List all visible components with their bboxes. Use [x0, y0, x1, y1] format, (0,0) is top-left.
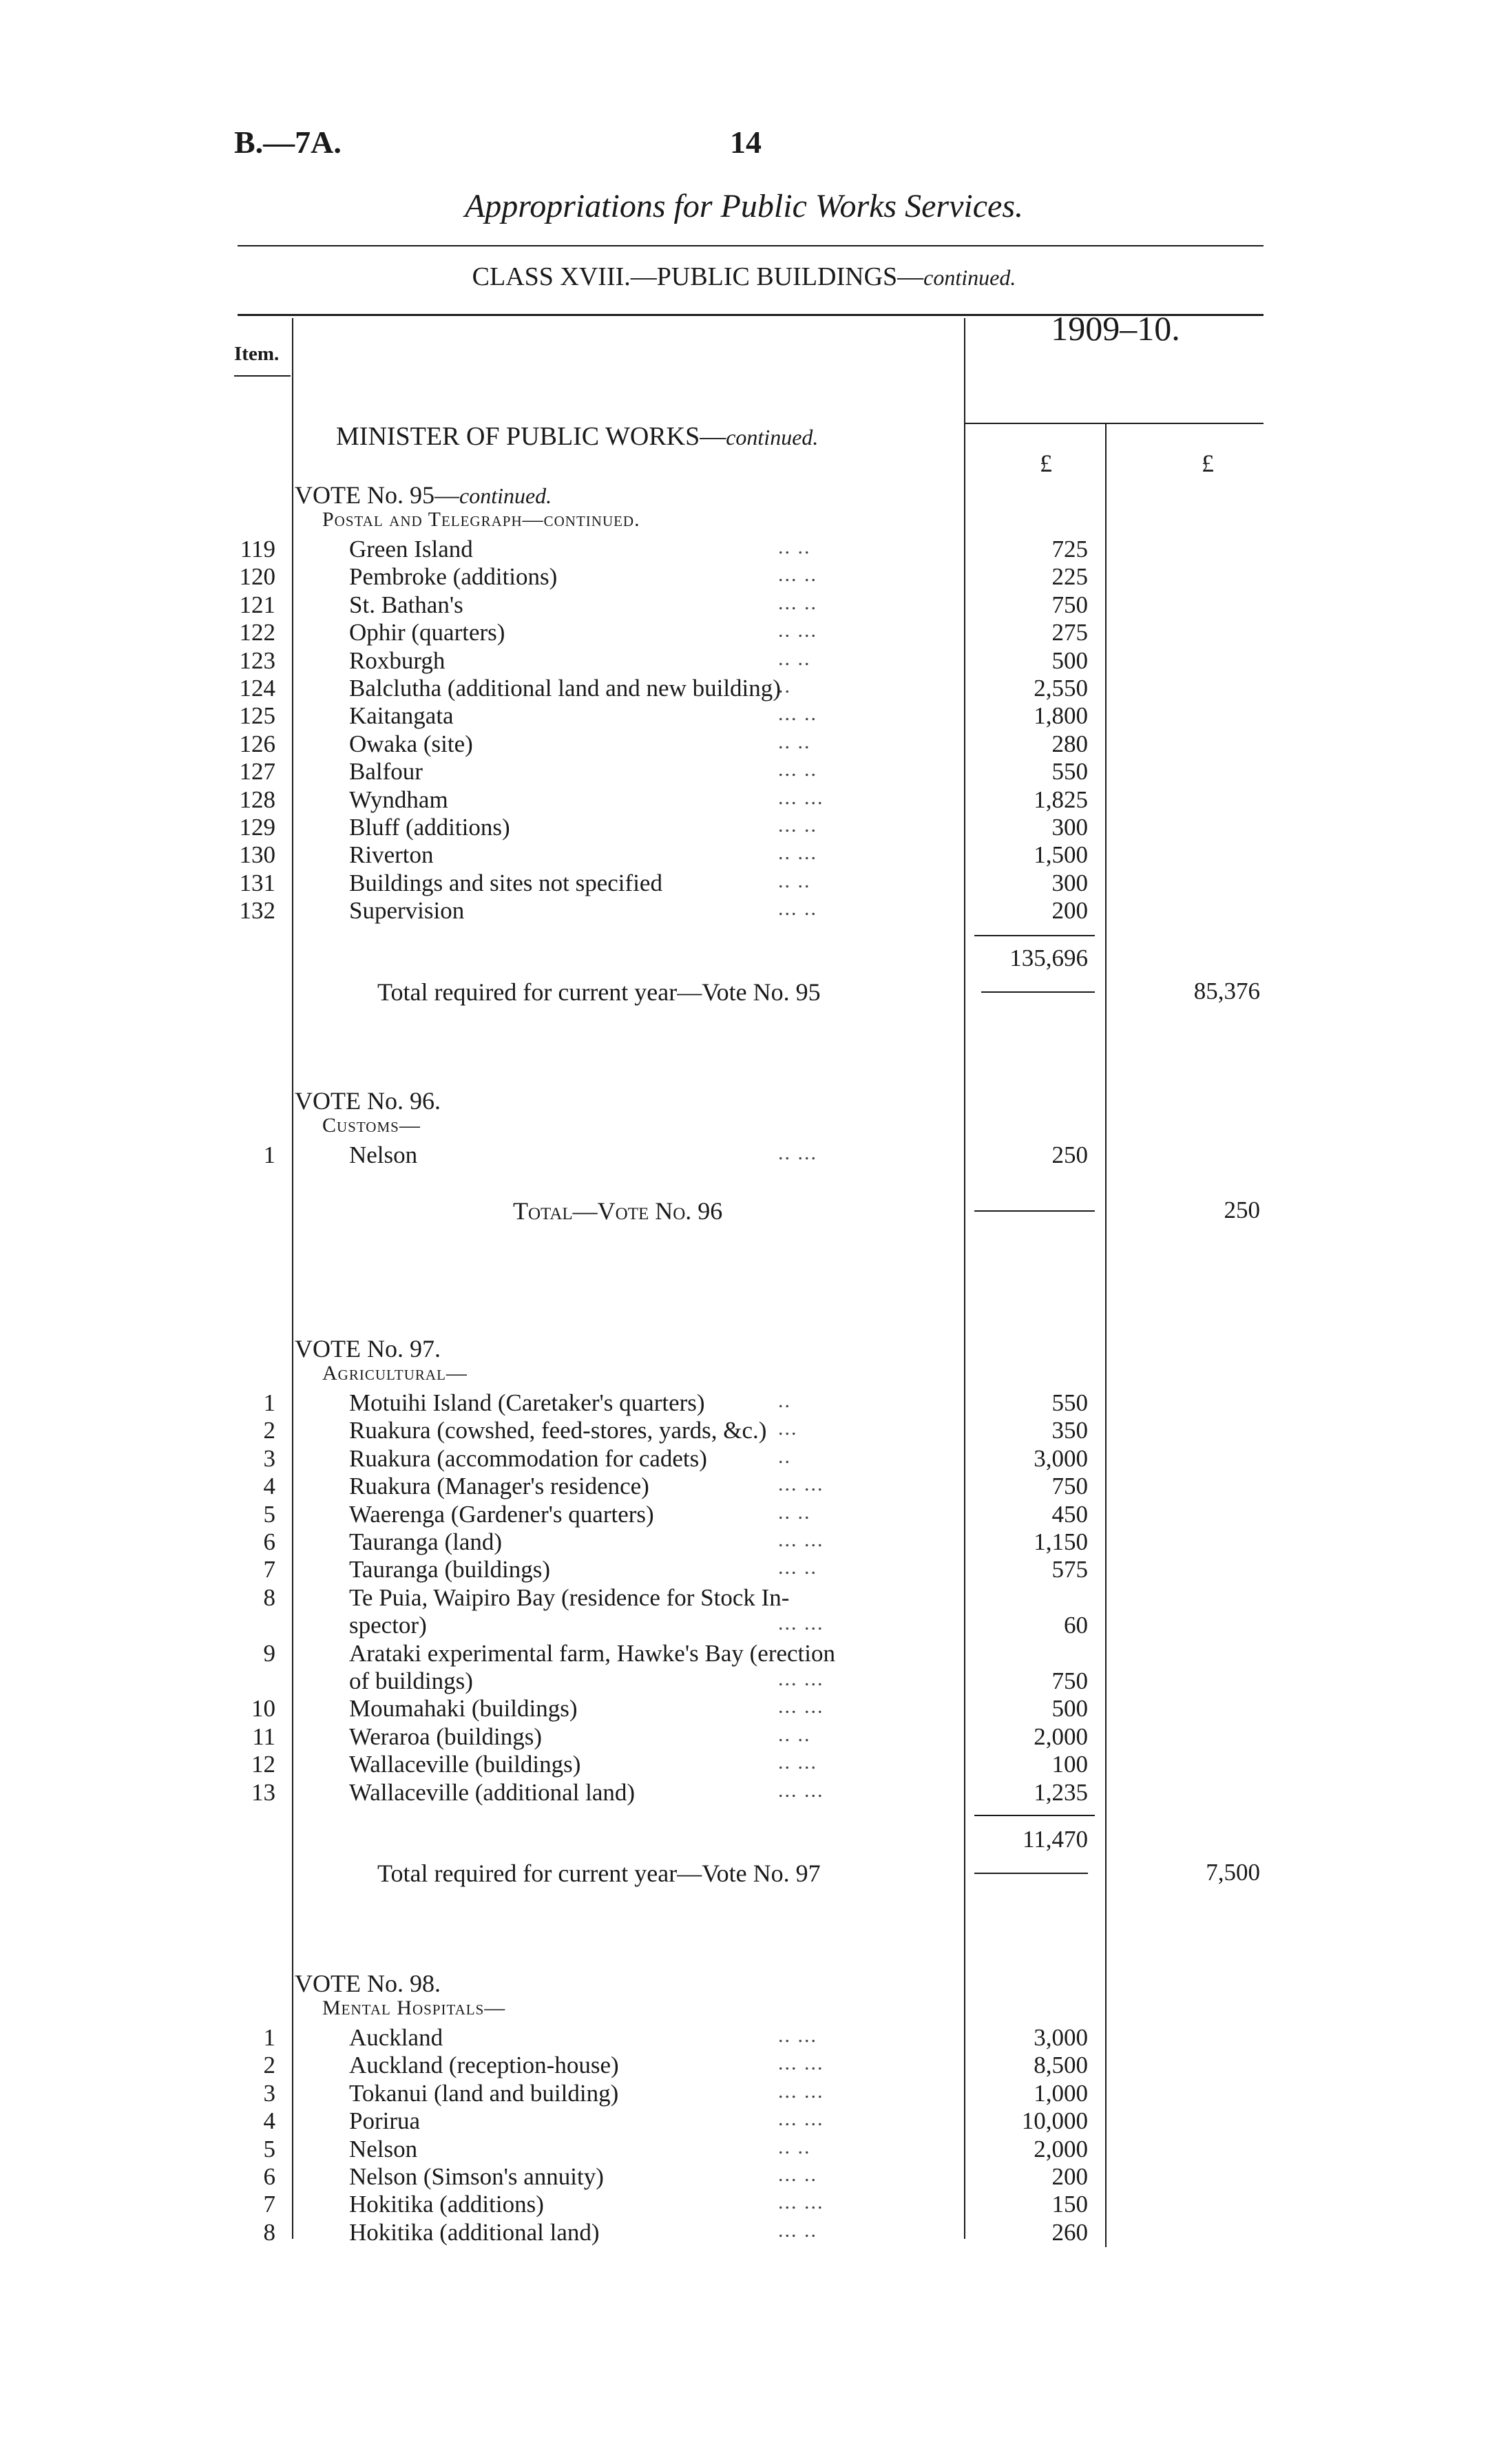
table-row	[0, 1501, 1488, 1528]
vote-95-total-previous: 85,376	[1193, 978, 1260, 1004]
table-row	[0, 2219, 1488, 2246]
item-number: 12	[251, 1751, 275, 1778]
item-number: 7	[263, 1556, 275, 1583]
table-row	[0, 841, 1488, 869]
minister-heading-text: MINISTER OF PUBLIC WORKS—	[336, 422, 726, 451]
vote-95-total-label: Total required for current year—Vote No. 95	[377, 978, 821, 1006]
item-description: Nelson	[349, 2135, 418, 2162]
leader-dots: .. ..	[778, 2135, 811, 2158]
item-description: Hokitika (additions)	[349, 2191, 544, 2218]
item-amount: 500	[1051, 646, 1088, 674]
item-number: 5	[263, 1500, 275, 1528]
item-description: Porirua	[349, 2107, 421, 2135]
vote-96-total-label: Total—Vote No. 96	[513, 1197, 723, 1225]
item-description: Ruakura (cowshed, feed-stores, yards, &c.)	[349, 1417, 767, 1444]
item-description: Pembroke (additions)	[349, 563, 558, 591]
table-row	[0, 675, 1488, 702]
item-number: 6	[263, 2163, 275, 2190]
item-amount: 3,000	[1034, 1444, 1088, 1472]
item-number: 5	[263, 2135, 275, 2162]
leader-dots: ... ..	[778, 2218, 817, 2242]
item-description: Ruakura (accommodation for cadets)	[349, 1444, 707, 1472]
table-row	[0, 647, 1488, 675]
leader-dots: .. ...	[778, 619, 817, 642]
item-amount: 550	[1051, 758, 1088, 786]
vote-98-subhead: Mental Hospitals—	[322, 1997, 506, 2019]
item-description: Ruakura (Manager's residence)	[349, 1473, 649, 1500]
item-amount: 60	[1064, 1612, 1088, 1639]
minister-heading-continued: continued.	[726, 425, 819, 450]
item-number: 131	[239, 869, 275, 896]
leader-dots: ... ...	[778, 1528, 824, 1551]
class-title-text: CLASS XVIII.—PUBLIC BUILDINGS—	[472, 262, 924, 291]
item-number: 4	[263, 1473, 275, 1500]
item-description: Green Island	[349, 536, 473, 562]
item-number: 126	[239, 730, 275, 757]
leader-dots: ... ...	[778, 2107, 824, 2131]
table-row	[0, 1695, 1488, 1723]
item-amount: 350	[1051, 1417, 1088, 1444]
item-description: Tauranga (buildings)	[349, 1556, 551, 1583]
vote-95-subtotal-rule	[974, 935, 1095, 936]
leader-dots: ... ...	[778, 1695, 824, 1718]
leader-dots: ... ...	[778, 1778, 824, 1802]
table-row	[0, 1528, 1488, 1556]
table-row	[0, 2080, 1488, 2107]
vote-97-total-previous: 7,500	[1206, 1859, 1260, 1886]
pound-sign-col2: £	[1202, 450, 1214, 477]
item-description: Ophir (quarters)	[349, 619, 505, 646]
pound-sign-col1: £	[1040, 450, 1052, 477]
class-title	[0, 262, 1488, 292]
item-number: 130	[239, 841, 275, 869]
vote-96-total-rule	[974, 1210, 1095, 1212]
item-amount: 750	[1051, 1473, 1088, 1500]
item-description: Wallaceville (additional land)	[349, 1778, 636, 1806]
item-amount: 2,550	[1034, 675, 1088, 702]
item-description: Waerenga (Gardener's quarters)	[349, 1500, 654, 1528]
item-number: 132	[239, 897, 275, 925]
vote-95-title	[295, 481, 552, 509]
item-amount: 1,825	[1034, 786, 1088, 813]
item-header-rule	[234, 375, 291, 377]
item-number: 6	[263, 1528, 275, 1555]
item-amount: 250	[1051, 1141, 1088, 1168]
item-description: Wallaceville (buildings)	[349, 1751, 581, 1778]
item-number: 9	[263, 1639, 275, 1667]
item-amount: 1,235	[1034, 1778, 1088, 1806]
item-amount: 200	[1051, 2163, 1088, 2190]
table-row	[0, 563, 1488, 591]
item-number: 128	[239, 786, 275, 813]
table-row	[0, 2163, 1488, 2191]
item-amount: 1,000	[1034, 2079, 1088, 2107]
item-number: 129	[239, 814, 275, 841]
item-amount: 8,500	[1034, 2052, 1088, 2079]
item-description: Motuihi Island (Caretaker's quarters)	[349, 1389, 705, 1416]
leader-dots: ..	[778, 1389, 791, 1412]
table-row	[0, 897, 1488, 925]
vote-97-subtotal: 11,470	[1023, 1826, 1088, 1853]
item-number: 3	[263, 2079, 275, 2107]
leader-dots: ... ...	[778, 2052, 824, 2075]
table-row	[0, 1779, 1488, 1807]
item-amount: 1,800	[1034, 702, 1088, 730]
item-description: of buildings)	[349, 1667, 473, 1694]
item-amount: 550	[1051, 1389, 1088, 1416]
leader-dots: ... ..	[778, 758, 817, 781]
item-number: 119	[240, 536, 275, 562]
item-number: 2	[263, 2052, 275, 2079]
table-row	[0, 2191, 1488, 2218]
item-description: Owaka (site)	[349, 730, 473, 757]
item-description: Arataki experimental farm, Hawke's Bay (erection	[349, 1639, 835, 1667]
page-title: Appropriations for Public Works Services.	[464, 188, 1024, 224]
item-amount: 500	[1051, 1695, 1088, 1723]
item-amount: 2,000	[1034, 1723, 1088, 1750]
page-number: 14	[730, 125, 762, 160]
table-row	[0, 591, 1488, 619]
vote-97-total-rule	[974, 1873, 1088, 1874]
table-row	[0, 730, 1488, 758]
leader-dots: .. ..	[778, 536, 811, 558]
item-number: 7	[263, 2191, 275, 2218]
leader-dots: .. ..	[778, 646, 811, 670]
vote-97-total-label: Total required for current year—Vote No. 97	[377, 1860, 821, 1887]
table-row	[0, 786, 1488, 814]
leader-dots: ... ...	[778, 2079, 824, 2103]
table-row	[0, 1751, 1488, 1778]
item-description: Tauranga (land)	[349, 1528, 503, 1555]
vote-95-title-text: VOTE No. 95—	[295, 481, 459, 509]
item-amount: 450	[1051, 1500, 1088, 1528]
leader-dots: .. ..	[778, 869, 811, 892]
item-description: Auckland	[349, 2024, 443, 2051]
table-row	[0, 2107, 1488, 2135]
item-number: 1	[263, 2024, 275, 2051]
item-number: 4	[263, 2107, 275, 2135]
table-row	[0, 1612, 1488, 1639]
item-description: Balfour	[349, 758, 423, 786]
leader-dots: .. ...	[778, 2024, 817, 2047]
item-description: Hokitika (additional land)	[349, 2218, 600, 2246]
item-amount: 750	[1051, 1667, 1088, 1694]
item-number: 124	[239, 675, 275, 702]
leader-dots: ... ..	[778, 563, 817, 587]
leader-dots: ...	[778, 1417, 798, 1440]
item-amount: 150	[1051, 2191, 1088, 2218]
leader-dots: .. ...	[778, 1751, 817, 1774]
item-amount: 200	[1051, 897, 1088, 925]
item-description: Riverton	[349, 841, 434, 869]
table-row	[0, 1584, 1488, 1612]
item-description: Wyndham	[349, 786, 448, 813]
vote-97-subhead: Agricultural—	[322, 1362, 468, 1384]
vote-95-title-continued: continued.	[459, 483, 552, 508]
leader-dots: ... ..	[778, 591, 817, 614]
item-number: 3	[263, 1444, 275, 1472]
table-row	[0, 758, 1488, 786]
leader-dots: ... ...	[778, 1473, 824, 1496]
vote-95-subhead: Postal and Telegraph—continued.	[322, 508, 640, 531]
vote-96-total-previous: 250	[1224, 1197, 1260, 1223]
item-amount: 275	[1051, 619, 1088, 646]
leader-dots: ... ...	[778, 2191, 824, 2214]
item-number: 1	[263, 1389, 275, 1416]
item-amount: 300	[1051, 814, 1088, 841]
item-description: St. Bathan's	[349, 591, 463, 618]
leader-dots: .. ..	[778, 1723, 811, 1746]
leader-dots: .. ...	[778, 1141, 817, 1164]
item-amount: 575	[1051, 1556, 1088, 1583]
item-amount: 10,000	[1021, 2107, 1088, 2135]
item-amount: 100	[1051, 1751, 1088, 1778]
item-number: 8	[263, 2218, 275, 2246]
item-description: Supervision	[349, 897, 465, 925]
item-description: Moumahaki (buildings)	[349, 1695, 578, 1723]
leader-dots: ... ..	[778, 2163, 817, 2186]
table-row	[0, 1445, 1488, 1473]
item-amount: 225	[1051, 563, 1088, 591]
vote-97-subtotal-rule	[974, 1815, 1095, 1816]
table-row	[0, 1640, 1488, 1667]
leader-dots: ... ...	[778, 1667, 824, 1690]
item-amount: 750	[1051, 591, 1088, 618]
item-description: Bluff (additions)	[349, 814, 510, 841]
leader-dots: ... ...	[778, 786, 824, 809]
leader-dots: ..	[778, 675, 791, 697]
table-row	[0, 1667, 1488, 1695]
table-row	[0, 814, 1488, 841]
leader-dots: ..	[778, 1444, 791, 1468]
item-number: 127	[239, 758, 275, 786]
item-number: 122	[239, 619, 275, 646]
item-number: 10	[251, 1695, 275, 1723]
vote-95-subtotal: 135,696	[1009, 945, 1088, 971]
table-row	[0, 1141, 1488, 1169]
vote-96-title: VOTE No. 96.	[295, 1087, 441, 1115]
leader-dots: .. ..	[778, 730, 811, 753]
table-row	[0, 2136, 1488, 2163]
item-description: Te Puia, Waipiro Bay (residence for Stock In-	[349, 1583, 790, 1611]
leader-dots: ... ..	[778, 702, 817, 726]
table-row	[0, 1417, 1488, 1444]
leader-dots: .. ..	[778, 1500, 811, 1524]
item-amount: 280	[1051, 730, 1088, 757]
year-column-header: 1909–10.	[1051, 309, 1180, 348]
item-number: 123	[239, 646, 275, 674]
item-amount: 260	[1051, 2218, 1088, 2246]
item-number: 13	[251, 1778, 275, 1806]
table-row	[0, 1473, 1488, 1500]
item-description: Tokanui (land and building)	[349, 2079, 619, 2107]
year-header-rule	[964, 423, 1264, 424]
item-amount: 1,150	[1034, 1528, 1088, 1555]
table-row	[0, 2024, 1488, 2052]
minister-heading	[336, 421, 818, 452]
item-description: Auckland (reception-house)	[349, 2052, 619, 2079]
item-number: 1	[263, 1141, 275, 1168]
document-reference: B.—7A.	[234, 125, 342, 160]
title-rule	[238, 245, 1264, 246]
table-row	[0, 870, 1488, 897]
item-description: Nelson	[349, 1141, 418, 1168]
item-number: 120	[239, 563, 275, 591]
leader-dots: ... ..	[778, 897, 817, 920]
item-description: Roxburgh	[349, 646, 446, 674]
item-amount: 1,500	[1034, 841, 1088, 869]
leader-dots: .. ...	[778, 841, 817, 865]
item-number: 8	[263, 1583, 275, 1611]
table-row	[0, 1723, 1488, 1751]
table-row	[0, 1556, 1488, 1583]
vote-97-title: VOTE No. 97.	[295, 1335, 441, 1362]
table-row	[0, 702, 1488, 730]
class-title-continued: continued.	[923, 265, 1016, 290]
item-amount: 3,000	[1034, 2024, 1088, 2051]
item-number: 121	[239, 591, 275, 618]
leader-dots: ... ...	[778, 1612, 824, 1635]
leader-dots: ... ..	[778, 814, 817, 836]
leader-dots: ... ..	[778, 1556, 817, 1579]
item-description: Balclutha (additional land and new building)	[349, 675, 781, 702]
item-description: Nelson (Simson's annuity)	[349, 2163, 604, 2190]
item-number: 11	[252, 1723, 275, 1750]
item-description: Buildings and sites not specified	[349, 869, 662, 896]
table-row	[0, 2052, 1488, 2079]
item-number: 2	[263, 1417, 275, 1444]
item-amount: 725	[1051, 536, 1088, 562]
item-number: 125	[239, 702, 275, 730]
vote-98-title: VOTE No. 98.	[295, 1970, 441, 1997]
item-amount: 2,000	[1034, 2135, 1088, 2162]
item-description: Kaitangata	[349, 702, 454, 730]
item-description: spector)	[349, 1612, 427, 1639]
item-column-header: Item.	[234, 343, 280, 365]
item-description: Weraroa (buildings)	[349, 1723, 542, 1750]
vote-95-total-rule	[981, 991, 1095, 993]
item-amount: 300	[1051, 869, 1088, 896]
table-row	[0, 536, 1488, 563]
table-row	[0, 619, 1488, 646]
vote-96-subhead: Customs—	[322, 1114, 421, 1137]
table-row	[0, 1389, 1488, 1417]
